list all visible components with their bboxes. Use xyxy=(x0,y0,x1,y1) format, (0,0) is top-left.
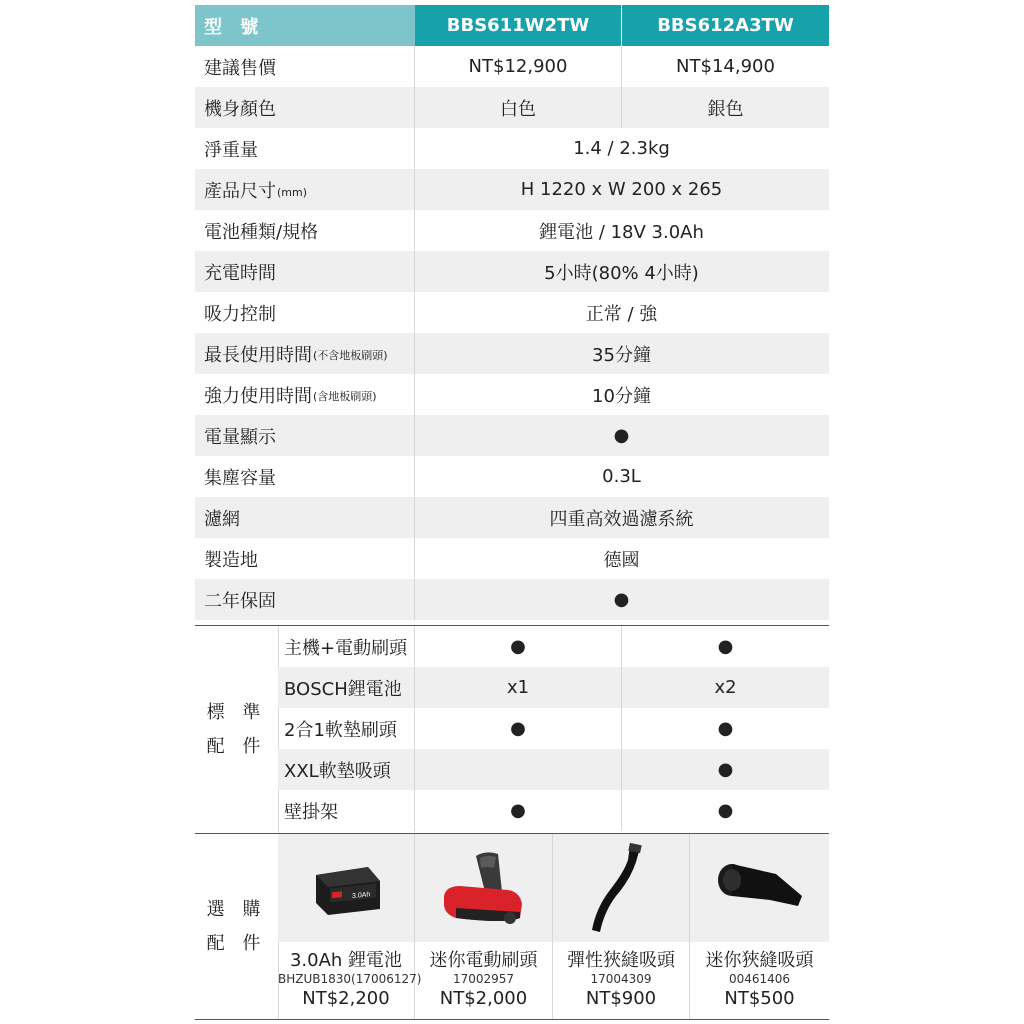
accessory-value-1: ● xyxy=(415,626,622,667)
optional-item-name: 迷你狹縫吸頭 xyxy=(705,950,814,971)
optional-accessories xyxy=(195,833,829,1020)
battery-icon xyxy=(278,834,414,942)
table-row xyxy=(195,292,829,333)
optional-item-price: NT$2,000 xyxy=(439,988,528,1009)
row-value: 5小時(80% 4小時) xyxy=(544,262,699,284)
table-row xyxy=(195,251,829,292)
row-label: 電池種類/規格 xyxy=(195,210,415,251)
row-value-2: 銀色 xyxy=(707,98,744,120)
row-value: 四重高效過濾系統 xyxy=(549,508,694,530)
row-label: 充電時間 xyxy=(195,251,415,292)
optional-title-bottom: 配 件 xyxy=(206,933,267,954)
accessory-row xyxy=(278,708,829,749)
row-value: 0.3L xyxy=(602,466,641,487)
optional-title-top: 選 購 xyxy=(206,899,267,920)
row-label: 吸力控制 xyxy=(195,292,415,333)
accessory-value-1: ● xyxy=(415,708,622,749)
table-row xyxy=(195,210,829,251)
accessory-value-1: x1 xyxy=(415,667,622,708)
row-label: 濾網 xyxy=(195,497,415,538)
table-row xyxy=(195,415,829,456)
row-label xyxy=(195,169,415,210)
accessory-value-2: x2 xyxy=(714,677,737,698)
row-label: 電量顯示 xyxy=(195,415,415,456)
optional-item-price: NT$900 xyxy=(585,988,657,1009)
accessory-value-2: ● xyxy=(717,718,734,739)
table-row xyxy=(195,497,829,538)
row-value: 35分鐘 xyxy=(592,344,651,366)
row-value-2: NT$14,900 xyxy=(676,56,775,77)
flexible-crevice-icon xyxy=(553,834,689,942)
row-value-1: 白色 xyxy=(415,87,622,128)
optional-item-name: 3.0Ah 鋰電池 xyxy=(289,950,403,971)
accessory-name: BOSCH鋰電池 xyxy=(278,667,415,708)
optional-item xyxy=(415,834,553,1019)
optional-item-code: BHZUB1830(17006127) xyxy=(278,972,422,986)
row-value-1: NT$12,900 xyxy=(415,46,622,87)
model-label: 型 號 xyxy=(195,5,415,46)
accessory-value-2: ● xyxy=(717,800,734,821)
row-label: 機身顏色 xyxy=(195,87,415,128)
row-label: 製造地 xyxy=(195,538,415,579)
table-row xyxy=(195,333,829,374)
standard-accessories xyxy=(195,625,829,833)
table-bottom-border xyxy=(195,1019,829,1020)
model-2: BBS612A3TW xyxy=(622,5,829,46)
accessory-name: 2合1軟墊刷頭 xyxy=(278,708,415,749)
table-row xyxy=(195,46,829,87)
row-label-note: (不含地板刷頭) xyxy=(313,349,388,362)
optional-item xyxy=(690,834,829,1019)
row-value: 1.4 / 2.3kg xyxy=(573,138,670,159)
row-label xyxy=(195,333,415,374)
row-value: ● xyxy=(613,589,630,610)
row-value: H 1220 x W 200 x 265 xyxy=(520,179,723,200)
row-value: 正常 / 強 xyxy=(585,303,658,325)
row-label: 建議售價 xyxy=(195,46,415,87)
accessory-row xyxy=(278,790,829,831)
optional-item-price: NT$2,200 xyxy=(302,988,390,1009)
row-label xyxy=(195,374,415,415)
battery-capacity-label: 3.0Ah xyxy=(352,891,371,901)
row-label: 淨重量 xyxy=(195,128,415,169)
optional-item-code: 17002957 xyxy=(452,972,515,986)
optional-item-name: 彈性狹縫吸頭 xyxy=(567,950,675,971)
row-value: ● xyxy=(613,425,630,446)
row-label-text: 強力使用時間 xyxy=(204,385,312,407)
table-row xyxy=(195,456,829,497)
table-header xyxy=(195,5,829,46)
model-1: BBS611W2TW xyxy=(415,5,622,46)
accessory-name: 主機+電動刷頭 xyxy=(278,626,415,667)
optional-item xyxy=(278,834,422,1019)
table-row xyxy=(195,374,829,415)
standard-title-bottom: 配 件 xyxy=(206,735,267,757)
optional-item-code: 00461406 xyxy=(728,972,791,986)
row-label: 二年保固 xyxy=(195,579,415,620)
table-row xyxy=(195,538,829,579)
row-label-text: 最長使用時間 xyxy=(204,344,312,366)
optional-item xyxy=(553,834,690,1019)
mini-crevice-icon xyxy=(690,834,829,942)
optional-item-price: NT$500 xyxy=(724,988,795,1009)
table-row xyxy=(195,128,829,169)
accessory-row xyxy=(278,667,829,708)
accessory-value-1: ● xyxy=(415,790,622,831)
accessory-name: 壁掛架 xyxy=(278,790,415,831)
accessory-name: XXL軟墊吸頭 xyxy=(278,749,415,790)
row-value: 10分鐘 xyxy=(592,385,651,407)
row-label-text: 產品尺寸 xyxy=(204,180,276,202)
row-label: 集塵容量 xyxy=(195,456,415,497)
optional-item-code: 17004309 xyxy=(590,972,652,986)
accessory-row xyxy=(278,626,829,667)
optional-item-name: 迷你電動刷頭 xyxy=(429,950,538,971)
table-row xyxy=(195,169,829,210)
accessory-value-2: ● xyxy=(717,636,734,657)
row-value: 德國 xyxy=(603,549,640,571)
row-value: 鋰電池 / 18V 3.0Ah xyxy=(539,221,704,243)
row-label-note: (mm) xyxy=(277,186,308,199)
standard-accessories-title xyxy=(195,626,279,833)
accessory-row xyxy=(278,749,829,790)
accessory-value-2: ● xyxy=(717,759,734,780)
table-row xyxy=(195,87,829,128)
mini-brush-icon xyxy=(415,834,552,942)
table-row xyxy=(195,579,829,620)
row-label-note: (含地板刷頭) xyxy=(313,390,377,403)
accessory-value-1 xyxy=(415,749,622,790)
optional-accessories-title xyxy=(195,834,279,1020)
standard-title-top: 標 準 xyxy=(206,701,267,723)
